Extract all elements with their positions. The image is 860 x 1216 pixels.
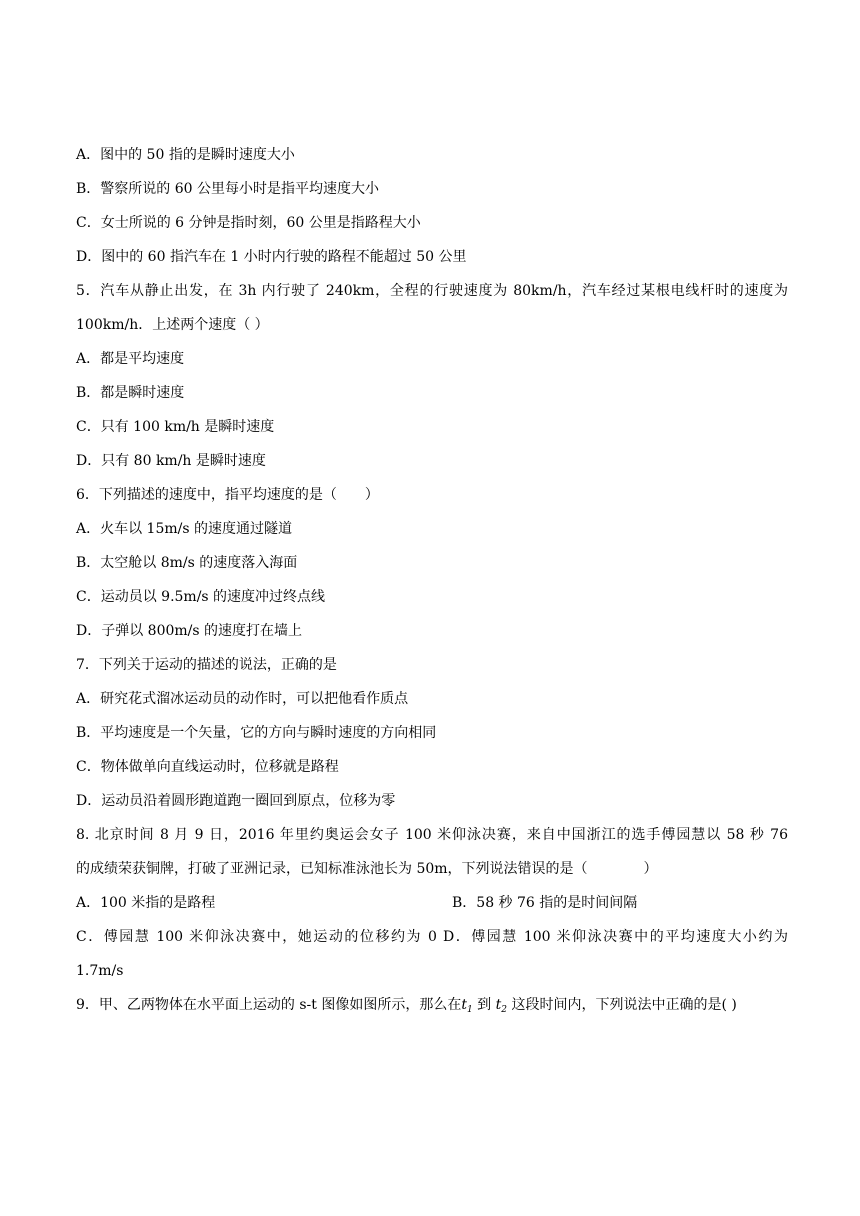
q4-option-d: D．图中的 60 指汽车在 1 小时内行驶的路程不能超过 50 公里 bbox=[76, 249, 467, 265]
q6-option-b: B．太空舱以 8m/s 的速度落入海面 bbox=[76, 555, 298, 571]
q5-stem-line2: 100km/h．上述两个速度（ ） bbox=[76, 317, 269, 333]
q5-option-c: C．只有 100 km/h 是瞬时速度 bbox=[76, 419, 275, 435]
q9-stem bbox=[76, 995, 788, 1020]
q8-stem-line1: 8. 北京时间 8 月 9 日，2016 年里约奥运会女子 100 米仰泳决赛，来自中国浙江的选手傅园慧以 58 秒 76 bbox=[76, 827, 788, 843]
q9-to: 到 bbox=[472, 997, 496, 1013]
q7-stem: 7．下列关于运动的描述的说法，正确的是 bbox=[76, 657, 337, 673]
q5-option-b: B．都是瞬时速度 bbox=[76, 385, 185, 401]
q5-option-a: A．都是平均速度 bbox=[76, 351, 185, 367]
q7-option-a: A．研究花式溜冰运动员的动作时，可以把他看作质点 bbox=[76, 691, 409, 707]
q9-stem-post: 这段时间内，下列说法中正确的是( ) bbox=[507, 997, 737, 1013]
q8-option-a: A．100 米指的是路程 bbox=[76, 895, 216, 911]
q8-options-ab-row bbox=[76, 893, 788, 913]
q8-stem-line2: 的成绩荣获铜牌，打破了亚洲记录，已知标准泳池长为 50m，下列说法错误的是（ ） bbox=[76, 861, 658, 877]
q7-option-d: D．运动员沿着圆形跑道跑一圈回到原点，位移为零 bbox=[76, 793, 396, 809]
q6-option-d: D．子弹以 800m/s 的速度打在墙上 bbox=[76, 623, 303, 639]
q4-option-a: A．图中的 50 指的是瞬时速度大小 bbox=[76, 147, 295, 163]
q5-option-d: D．只有 80 km/h 是瞬时速度 bbox=[76, 453, 266, 469]
q9-t2-symbol: t bbox=[495, 997, 502, 1013]
q7-option-b: B．平均速度是一个矢量，它的方向与瞬时速度的方向相同 bbox=[76, 725, 437, 741]
q9-t1-symbol: t bbox=[461, 997, 467, 1013]
q6-option-a: A．火车以 15m/s 的速度通过隧道 bbox=[76, 521, 293, 537]
q4-option-b: B．警察所说的 60 公里每小时是指平均速度大小 bbox=[76, 181, 380, 197]
q5-stem-line1: 5．汽车从静止出发，在 3h 内行驶了 240km，全程的行驶速度为 80km/h，汽车经过某根电线杆时的速度为 bbox=[76, 283, 788, 299]
q9-t2-sub: 2 bbox=[501, 1005, 508, 1015]
q8-option-d-cont: 1.7m/s bbox=[76, 963, 124, 979]
q9-t2 bbox=[496, 997, 507, 1013]
q6-option-c: C．运动员以 9.5m/s 的速度冲过终点线 bbox=[76, 589, 326, 605]
q4-option-c: C．女士所说的 6 分钟是指时刻，60 公里是指路程大小 bbox=[76, 215, 421, 231]
q7-option-c: C．物体做单向直线运动时，位移就是路程 bbox=[76, 759, 339, 775]
q9-stem-pre: 9．甲、乙两物体在水平面上运动的 s-t 图像如图所示，那么在 bbox=[76, 997, 462, 1013]
q9-t1-sub: 1 bbox=[467, 1005, 473, 1015]
q6-stem: 6．下列描述的速度中，指平均速度的是（ ） bbox=[76, 487, 379, 503]
q9-t1 bbox=[461, 997, 472, 1013]
q8-option-b: B．58 秒 76 指的是时间间隔 bbox=[452, 895, 638, 911]
q8-options-cd-line: C．傅园慧 100 米仰泳决赛中，她运动的位移约为 0 D．傅园慧 100 米仰泳决赛中的平均速度大小约为 bbox=[76, 929, 788, 945]
